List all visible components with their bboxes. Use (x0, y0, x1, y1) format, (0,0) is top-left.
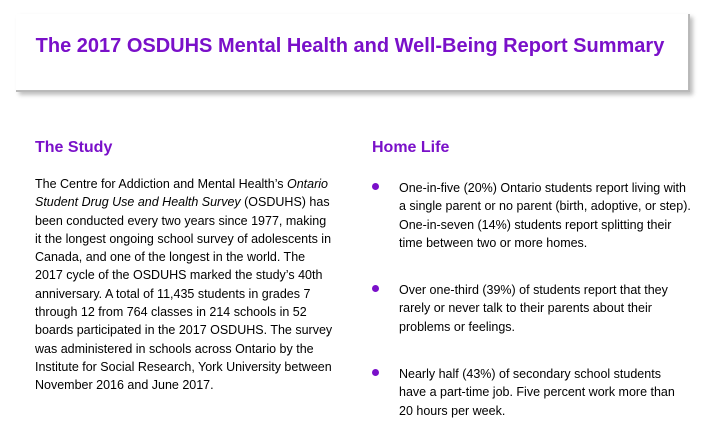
home-life-list (372, 179, 692, 440)
survey-name: Ontario Student Drug Use and Health Survey (35, 177, 328, 210)
bullet-text: Over one-third (39%) of students report that they rarely or never talk to their parents about their problems or feelings. (399, 283, 668, 334)
list-item (372, 179, 692, 252)
bullet-dot-icon (372, 285, 379, 292)
home-life-heading: Home Life (372, 139, 450, 156)
study-heading: The Study (35, 139, 113, 156)
study-text-before: The Centre for Addiction and Mental Health’s (35, 177, 287, 191)
bullet-dot-icon (372, 369, 379, 376)
report-title: The 2017 OSDUHS Mental Health and Well-Being Report Summary (35, 35, 665, 57)
bullet-dot-icon (372, 183, 379, 190)
study-text-after: (OSDUHS) has been conducted every two years since 1977, making it the longest ongoing school survey of adolescents in Canada, and one of the longest in the world. The 2017 cycle of the OSDUHS marked the study’s 40th anniversary. A total of 11,435 students in grades 7 through 12 from 764 classes in 214 schools in 52 boards participated in the 2017 OSDUHS. The survey was administered in schools across Ontario by the Institute for Social Research, York University between November 2016 and June 2017. (35, 195, 333, 393)
list-item (372, 281, 692, 336)
bullet-text: Nearly half (43%) of secondary school students have a part-time job. Five percent work more than 20 hours per week. (399, 367, 675, 418)
list-item (372, 365, 692, 420)
bullet-text: One-in-five (20%) Ontario students report living with a single parent or no parent (birth, adoptive, or step). One-in-seven (14%) students report splitting their time between two or more homes. (399, 181, 691, 250)
study-paragraph (35, 175, 335, 395)
